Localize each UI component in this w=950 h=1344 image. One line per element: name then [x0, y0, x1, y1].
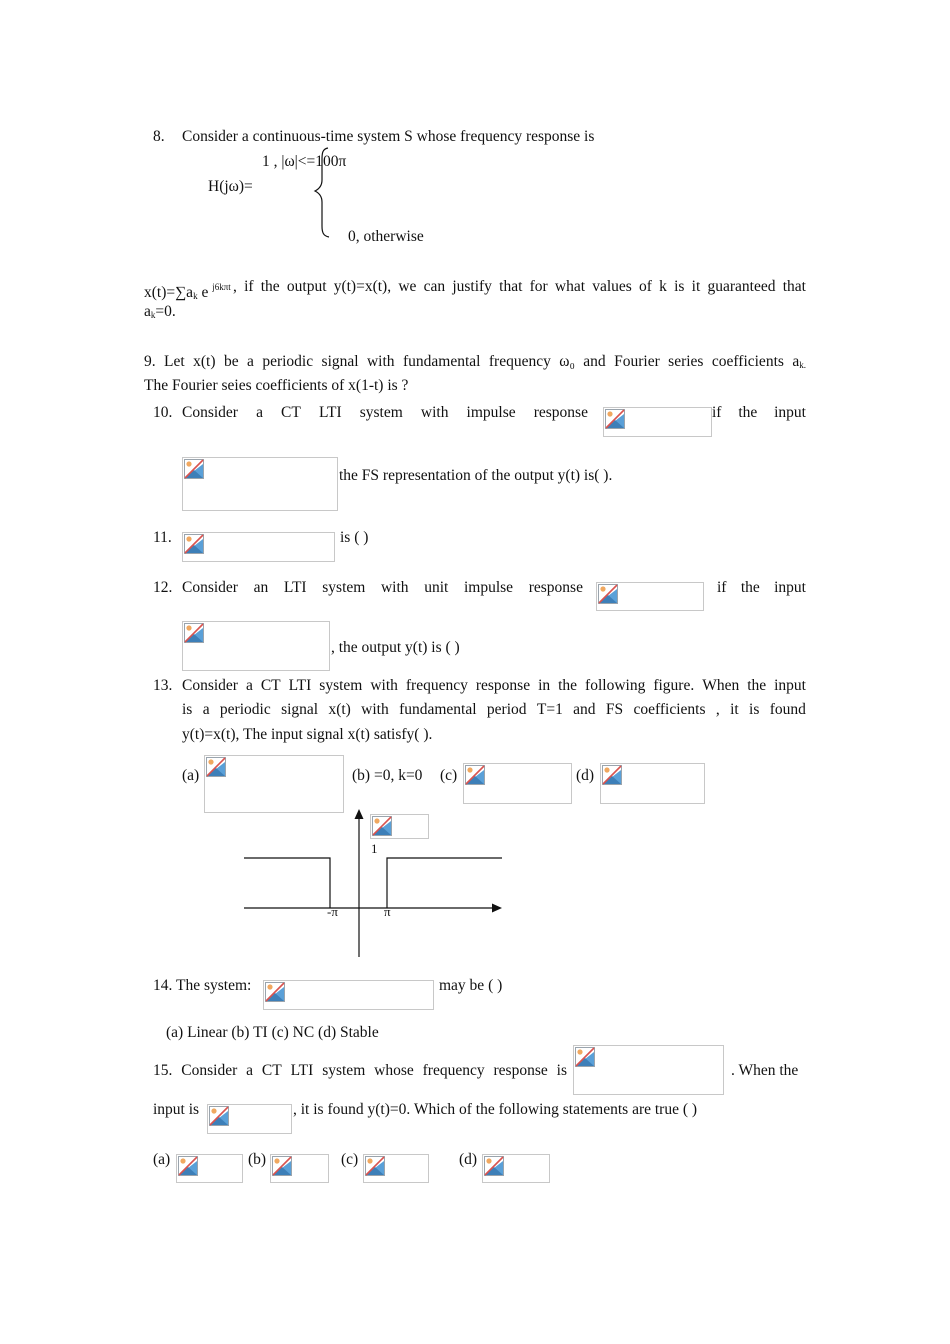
- figure-label-image: [370, 814, 429, 839]
- q12-input-image: [182, 621, 330, 671]
- q14-label: 14. The system:: [153, 977, 252, 994]
- q15-option-a-image: [176, 1154, 243, 1183]
- q15-input-label: input is: [153, 1101, 200, 1118]
- q15-option-b-label: (b): [248, 1151, 267, 1168]
- q14-system-image: [263, 980, 434, 1010]
- curly-brace: [312, 146, 336, 240]
- figure-level-label: 1: [371, 841, 378, 856]
- q9-question: The Fourier seies coefficients of x(1-t) is ?: [144, 377, 409, 394]
- q12-impulse-response-image: [596, 582, 704, 611]
- q11-expression-image: [182, 532, 335, 562]
- q13-number: 13.: [153, 677, 173, 694]
- q10-tail: if the input: [712, 404, 806, 421]
- q15-option-c-image: [363, 1154, 429, 1183]
- q8-statement: Consider a continuous-time system S whose frequency response is: [182, 128, 595, 145]
- q13-option-d-image: [600, 763, 705, 804]
- broken-image-icon: [184, 623, 204, 643]
- response-left-band: [244, 858, 330, 908]
- q13-option-d-label: (d): [576, 767, 595, 784]
- q13-option-c-image: [463, 763, 572, 804]
- q13-option-c-label: (c): [440, 767, 458, 784]
- broken-image-icon: [206, 757, 226, 777]
- q14-options: (a) Linear (b) TI (c) NC (d) Stable: [166, 1024, 379, 1041]
- q15-frequency-response-image: [573, 1045, 724, 1095]
- broken-image-icon: [465, 765, 485, 785]
- horizontal-axis-arrow: [492, 904, 502, 913]
- broken-image-icon: [184, 534, 204, 554]
- q15-option-d-label: (d): [459, 1151, 478, 1168]
- q15-question: , it is found y(t)=0. Which of the following statements are true ( ): [293, 1101, 698, 1118]
- q13-option-a-label: (a): [182, 767, 200, 784]
- q12-tail: if the input: [717, 579, 806, 596]
- q12-statement: Consider an LTI system with unit impulse response: [182, 579, 583, 596]
- q10-input-image: [182, 457, 338, 511]
- q8-condition: , if the output y(t)=x(t), we can justify that for what values of k is it guaranteed that: [233, 278, 806, 295]
- q10-number: 10.: [153, 404, 173, 421]
- q14-question: may be ( ): [439, 977, 503, 994]
- q8-coefficient: $a_k=0$.: [144, 303, 176, 320]
- broken-image-icon: [365, 1156, 385, 1176]
- q15-option-b-image: [270, 1154, 329, 1183]
- q8-case-1: 1 , |ω|<=100π: [262, 153, 347, 170]
- q15-tail: . When the: [731, 1062, 799, 1079]
- q8-case-2: 0, otherwise: [348, 228, 424, 245]
- q13-line-3: y(t)=x(t), The input signal x(t) satisfy( ).: [182, 726, 433, 743]
- broken-image-icon: [272, 1156, 292, 1176]
- q15-statement: 15. Consider a CT LTI system whose frequency response is: [153, 1062, 567, 1079]
- q12-question: , the output y(t) is ( ): [331, 639, 460, 656]
- q8-number: 8.: [153, 128, 165, 145]
- q10-impulse-response-image: [603, 407, 712, 437]
- response-right-band: [387, 858, 502, 908]
- q10-question: the FS representation of the output y(t) is( ).: [339, 467, 613, 484]
- q9-statement: 9. Let x(t) be a periodic signal with fundamental frequency ω₀ and Fourier series coefficients $a_{k.}$: [144, 353, 806, 370]
- broken-image-icon: [605, 409, 625, 429]
- q12-number: 12.: [153, 579, 173, 596]
- q15-option-a-label: (a): [153, 1151, 171, 1168]
- q10-statement: Consider a CT LTI system with impulse response: [182, 404, 588, 421]
- q15-input-image: [207, 1104, 292, 1134]
- broken-image-icon: [265, 982, 285, 1002]
- broken-image-icon: [184, 459, 204, 479]
- broken-image-icon: [598, 584, 618, 604]
- q8-signal: $x(t)=\sum a_k$ e $^{j6k\pi t}$: [144, 282, 231, 301]
- broken-image-icon: [209, 1106, 229, 1126]
- q13-line-1: Consider a CT LTI system with frequency response in the following figure. When the input: [182, 677, 806, 694]
- figure-tick-neg-pi: -π: [327, 904, 338, 919]
- q8-lhs: H(jω)=: [208, 178, 253, 195]
- figure-tick-pi: π: [384, 904, 391, 919]
- q13-option-b: (b) =0, k=0: [352, 767, 423, 784]
- q15-option-c-label: (c): [341, 1151, 359, 1168]
- q15-option-d-image: [482, 1154, 550, 1183]
- q13-option-a-image: [204, 755, 344, 813]
- broken-image-icon: [178, 1156, 198, 1176]
- broken-image-icon: [575, 1047, 595, 1067]
- q13-line-2: is a periodic signal x(t) with fundamental period T=1 and FS coefficients , it is found: [182, 701, 806, 718]
- broken-image-icon: [602, 765, 622, 785]
- q11-number: 11.: [153, 529, 172, 546]
- vertical-axis-arrow: [355, 809, 364, 819]
- broken-image-icon: [372, 816, 392, 836]
- q11-question: is ( ): [340, 529, 369, 546]
- broken-image-icon: [484, 1156, 504, 1176]
